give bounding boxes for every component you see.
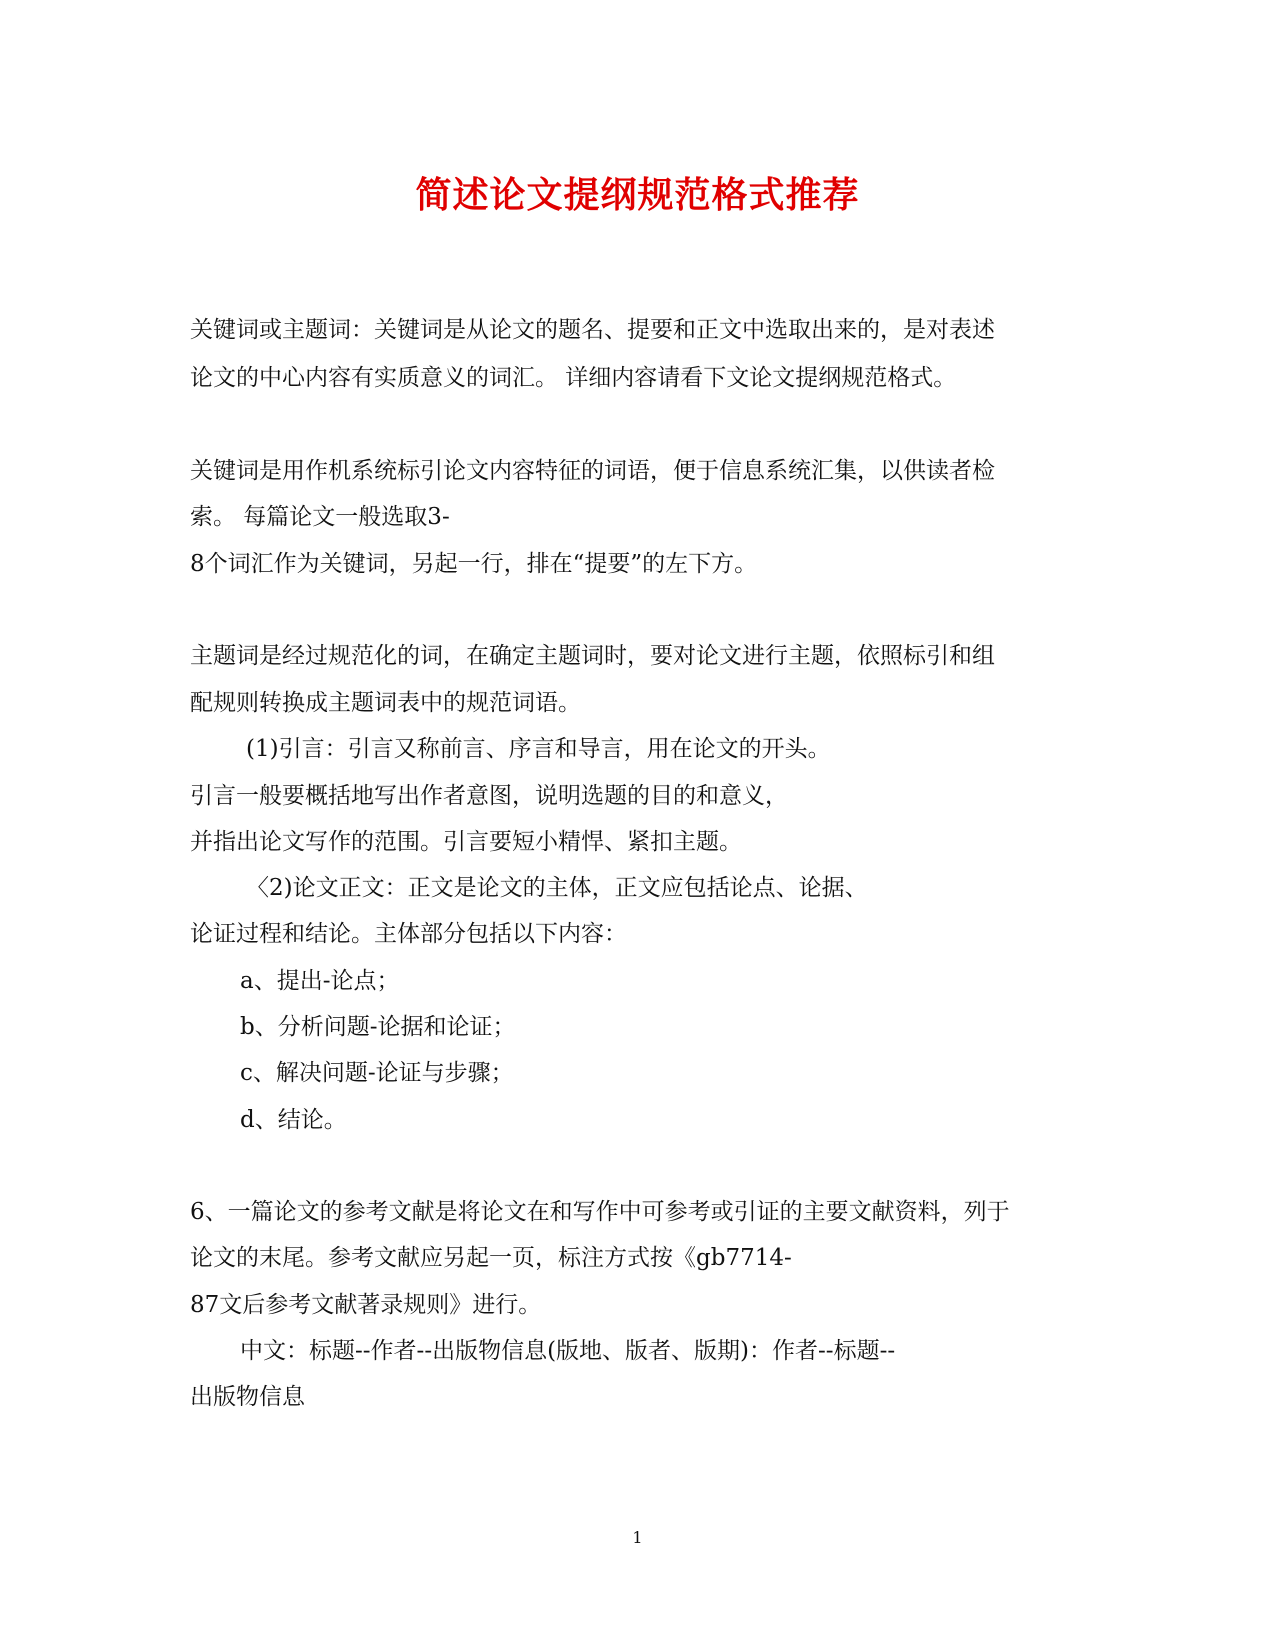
paragraph-line: 中文：标题--作者--出版物信息(版地、版者、版期)：作者--标题-- bbox=[240, 1338, 896, 1364]
paragraph-line: 论文的末尾。参考文献应另起一页，标注方式按《gb7714- bbox=[190, 1245, 792, 1271]
paragraph-line: 论证过程和结论。主体部分包括以下内容： bbox=[190, 921, 627, 947]
list-item: a、提出-论点； bbox=[240, 968, 400, 994]
paragraph-line: 索。 每篇论文一般选取3- bbox=[190, 504, 450, 530]
list-item: b、分析问题-论据和论证； bbox=[240, 1014, 516, 1040]
paragraph-line: 关键词或主题词：关键词是从论文的题名、提要和正文中选取出来的，是对表述 bbox=[190, 317, 995, 343]
paragraph-line: 并指出论文写作的范围。引言要短小精悍、紧扣主题。 bbox=[190, 829, 742, 855]
paragraph-line: 主题词是经过规范化的词，在确定主题词时，要对论文进行主题，依照标引和组 bbox=[190, 643, 995, 669]
paragraph-line: 8个词汇作为关键词，另起一行，排在“提要”的左下方。 bbox=[190, 551, 758, 577]
paragraph-line: 87文后参考文献著录规则》进行。 bbox=[190, 1292, 542, 1318]
list-item: c、解决问题-论证与步骤； bbox=[240, 1060, 514, 1086]
paragraph-line: 论文的中心内容有实质意义的词汇。 详细内容请看下文论文提纲规范格式。 bbox=[190, 365, 957, 391]
paragraph-line: 配规则转换成主题词表中的规范词语。 bbox=[190, 690, 581, 716]
list-item: d、结论。 bbox=[240, 1107, 347, 1133]
document-title: 简述论文提纲规范格式推荐 bbox=[415, 174, 860, 216]
paragraph-line: 6、一篇论文的参考文献是将论文在和写作中可参考或引证的主要文献资料，列于 bbox=[190, 1199, 1010, 1225]
paragraph-line: (1)引言：引言又称前言、序言和导言，用在论文的开头。 bbox=[246, 736, 831, 762]
paragraph-line: 引言一般要概括地写出作者意图，说明选题的目的和意义， bbox=[190, 783, 788, 809]
paragraph-line: 出版物信息 bbox=[190, 1384, 305, 1410]
paragraph-line: 关键词是用作机系统标引论文内容特征的词语，便于信息系统汇集，以供读者检 bbox=[190, 458, 995, 484]
page-number: 1 bbox=[632, 1528, 643, 1547]
paragraph-line: 〈2)论文正文：正文是论文的主体，正文应包括论点、论据、 bbox=[246, 875, 868, 901]
